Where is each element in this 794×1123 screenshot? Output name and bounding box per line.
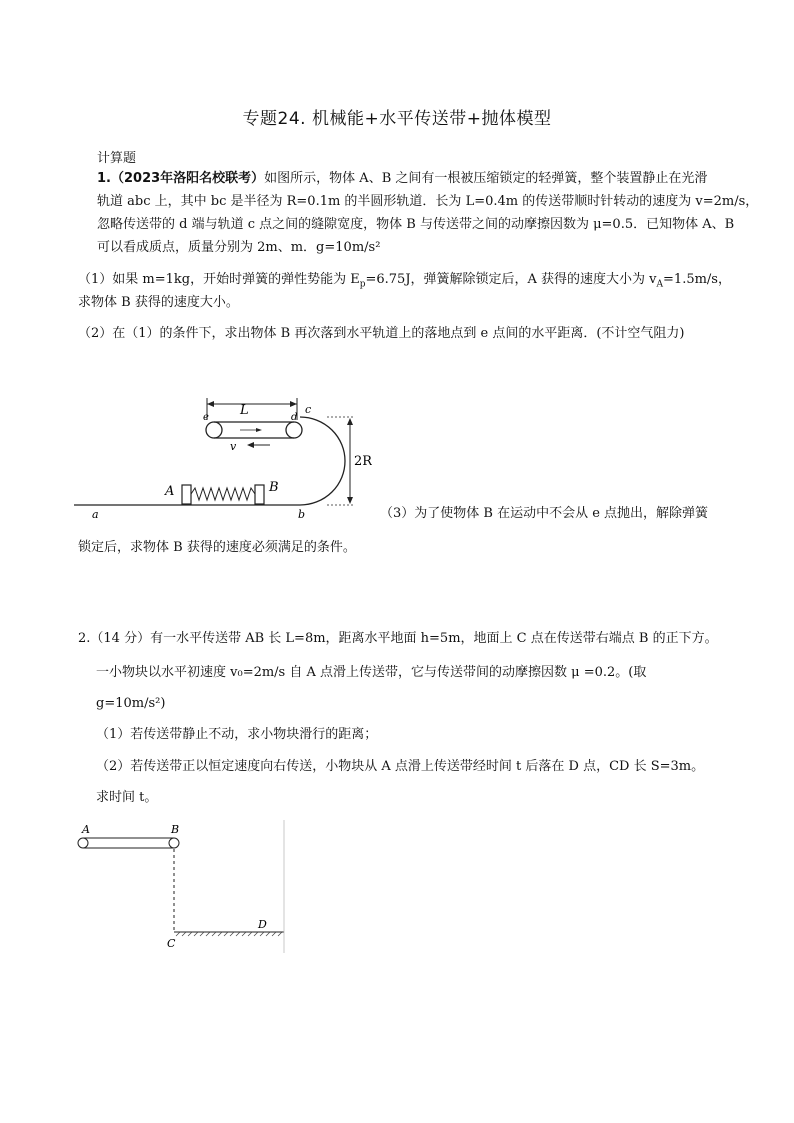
q1-source: （2023年洛阳名校联考） [110,171,265,186]
q1-part1-sub: p [359,279,366,290]
label-L: L [240,403,249,418]
label-b: b [298,508,306,521]
page-title: 专题24. 机械能+水平传送带+抛体模型 [242,109,552,129]
q2-line-4: （1）若传送带静止不动，求小物块滑行的距离； [96,727,378,742]
q2-line-5: （2）若传送带正以恒定速度向右传送，小物块从 A 点滑上传送带经时间 t 后落在 D 点，CD 长 S=3m。 [96,759,705,774]
q1-text-1: 如图所示，物体 A、B 之间有一根被压缩锁定的轻弹簧，整个装置静止在光滑 [264,171,708,186]
label-c: c [305,403,312,416]
q1-line-4: 可以看成质点，质量分别为 2m、m．g=10m/s² [97,240,381,255]
label-C2: C [167,937,176,950]
q2-figure [72,820,292,955]
label-a: a [92,508,99,521]
label-B2: B [171,823,180,836]
q1-part1-a: （1）如果 m=1kg，开始时弹簧的弹性势能为 E [78,272,360,287]
q1-part1-b: =6.75J，弹簧解除锁定后，A 获得的速度大小为 v [365,272,657,287]
q2-line-6: 求时间 t。 [96,790,158,805]
q1-line-3: 忽略传送带的 d 端与轨道 c 点之间的缝隙宽度，物体 B 与传送带之间的动摩擦因数为 μ=0.5．已知物体 A、B [97,217,735,232]
label-d: d [291,412,298,423]
label-D2: D [258,918,267,931]
label-2R: 2R [354,454,372,469]
q1-part2: （2）在（1）的条件下，求出物体 B 再次落到水平轨道上的落地点到 e 点间的水平距离．(不计空气阻力) [78,326,685,341]
label-A2: A [82,823,90,836]
label-v: v [230,440,237,453]
label-e: e [203,412,209,423]
label-B: B [269,480,279,495]
q1-number: 1. [97,171,111,186]
q1-part1 [78,271,731,294]
section-label: 计算题 [97,151,137,166]
q1-part1-c: =1.5m/s， [663,272,731,287]
q1-line-2: 轨道 abc 上，其中 bc 是半径为 R=0.1m 的半圆形轨道．长为 L=0.4m 的传送带顺时针转动的速度为 v=2m/s， [97,194,759,209]
q2-line-1: 2.（14 分）有一水平传送带 AB 长 L=8m，距离水平地面 h=5m，地面上 C 点在传送带右端点 B 的正下方。 [78,631,718,646]
q2-line-3: g=10m/s²) [96,696,166,711]
q1-figure [72,392,372,522]
q1-part1-line2: 求物体 B 获得的速度大小。 [78,295,239,310]
q1-line-1 [97,170,707,188]
label-A: A [165,484,175,499]
q2-line-2: 一小物块以水平初速度 v₀=2m/s 自 A 点滑上传送带，它与传送带间的动摩擦因数 μ =0.2。(取 [96,665,647,680]
q1-part1-sub2: A [656,279,664,290]
q1-part3-a: （3）为了使物体 B 在运动中不会从 e 点抛出，解除弹簧 [380,506,709,521]
q1-part3-b: 锁定后，求物体 B 获得的速度必须满足的条件。 [78,540,356,555]
